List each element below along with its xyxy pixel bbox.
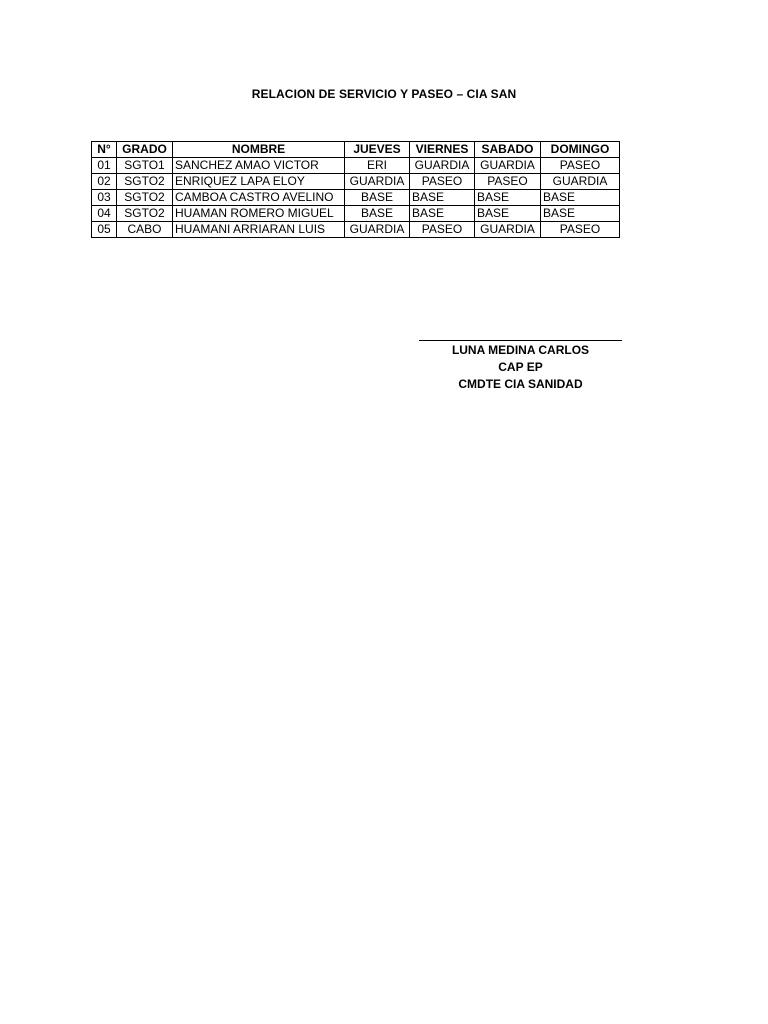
- cell-nombre: SANCHEZ AMAO VICTOR: [173, 158, 345, 174]
- cell-sabado: GUARDIA: [475, 222, 541, 238]
- signature-rank: CAP EP: [498, 360, 543, 374]
- header-nombre: NOMBRE: [173, 142, 345, 158]
- header-no: N°: [92, 142, 117, 158]
- cell-no: 01: [92, 158, 117, 174]
- cell-nombre: ENRIQUEZ LAPA ELOY: [173, 174, 345, 190]
- cell-domingo: GUARDIA: [541, 174, 620, 190]
- cell-no: 03: [92, 190, 117, 206]
- cell-no: 02: [92, 174, 117, 190]
- cell-domingo: BASE: [541, 190, 620, 206]
- cell-domingo: PASEO: [541, 222, 620, 238]
- table-row: [92, 174, 620, 190]
- table-row: [92, 158, 620, 174]
- signature-position: CMDTE CIA SANIDAD: [458, 377, 583, 391]
- service-roster-table: [91, 141, 620, 238]
- signature-block: [419, 340, 622, 393]
- table-row: [92, 206, 620, 222]
- cell-nombre: HUAMAN ROMERO MIGUEL: [173, 206, 345, 222]
- cell-jueves: BASE: [345, 206, 410, 222]
- table-row: [92, 190, 620, 206]
- cell-nombre: HUAMANI ARRIARAN LUIS: [173, 222, 345, 238]
- cell-no: 05: [92, 222, 117, 238]
- cell-viernes: PASEO: [410, 174, 475, 190]
- cell-sabado: BASE: [475, 206, 541, 222]
- header-domingo: DOMINGO: [541, 142, 620, 158]
- cell-jueves: ERI: [345, 158, 410, 174]
- cell-sabado: PASEO: [475, 174, 541, 190]
- cell-domingo: BASE: [541, 206, 620, 222]
- header-sabado: SABADO: [475, 142, 541, 158]
- cell-grado: SGTO2: [117, 206, 173, 222]
- cell-viernes: PASEO: [410, 222, 475, 238]
- cell-no: 04: [92, 206, 117, 222]
- cell-viernes: GUARDIA: [410, 158, 475, 174]
- cell-jueves: GUARDIA: [345, 222, 410, 238]
- cell-grado: SGTO1: [117, 158, 173, 174]
- signature-name: LUNA MEDINA CARLOS: [451, 343, 590, 357]
- cell-sabado: GUARDIA: [475, 158, 541, 174]
- cell-grado: CABO: [117, 222, 173, 238]
- cell-jueves: GUARDIA: [345, 174, 410, 190]
- header-viernes: VIERNES: [410, 142, 475, 158]
- header-jueves: JUEVES: [345, 142, 410, 158]
- table-header-row: [92, 142, 620, 158]
- cell-grado: SGTO2: [117, 174, 173, 190]
- cell-viernes: BASE: [410, 206, 475, 222]
- cell-viernes: BASE: [410, 190, 475, 206]
- cell-grado: SGTO2: [117, 190, 173, 206]
- cell-sabado: BASE: [475, 190, 541, 206]
- cell-jueves: BASE: [345, 190, 410, 206]
- cell-nombre: CAMBOA CASTRO AVELINO: [173, 190, 345, 206]
- cell-domingo: PASEO: [541, 158, 620, 174]
- document-title: RELACION DE SERVICIO Y PASEO – CIA SAN: [251, 87, 517, 101]
- table-row: [92, 222, 620, 238]
- header-grado: GRADO: [117, 142, 173, 158]
